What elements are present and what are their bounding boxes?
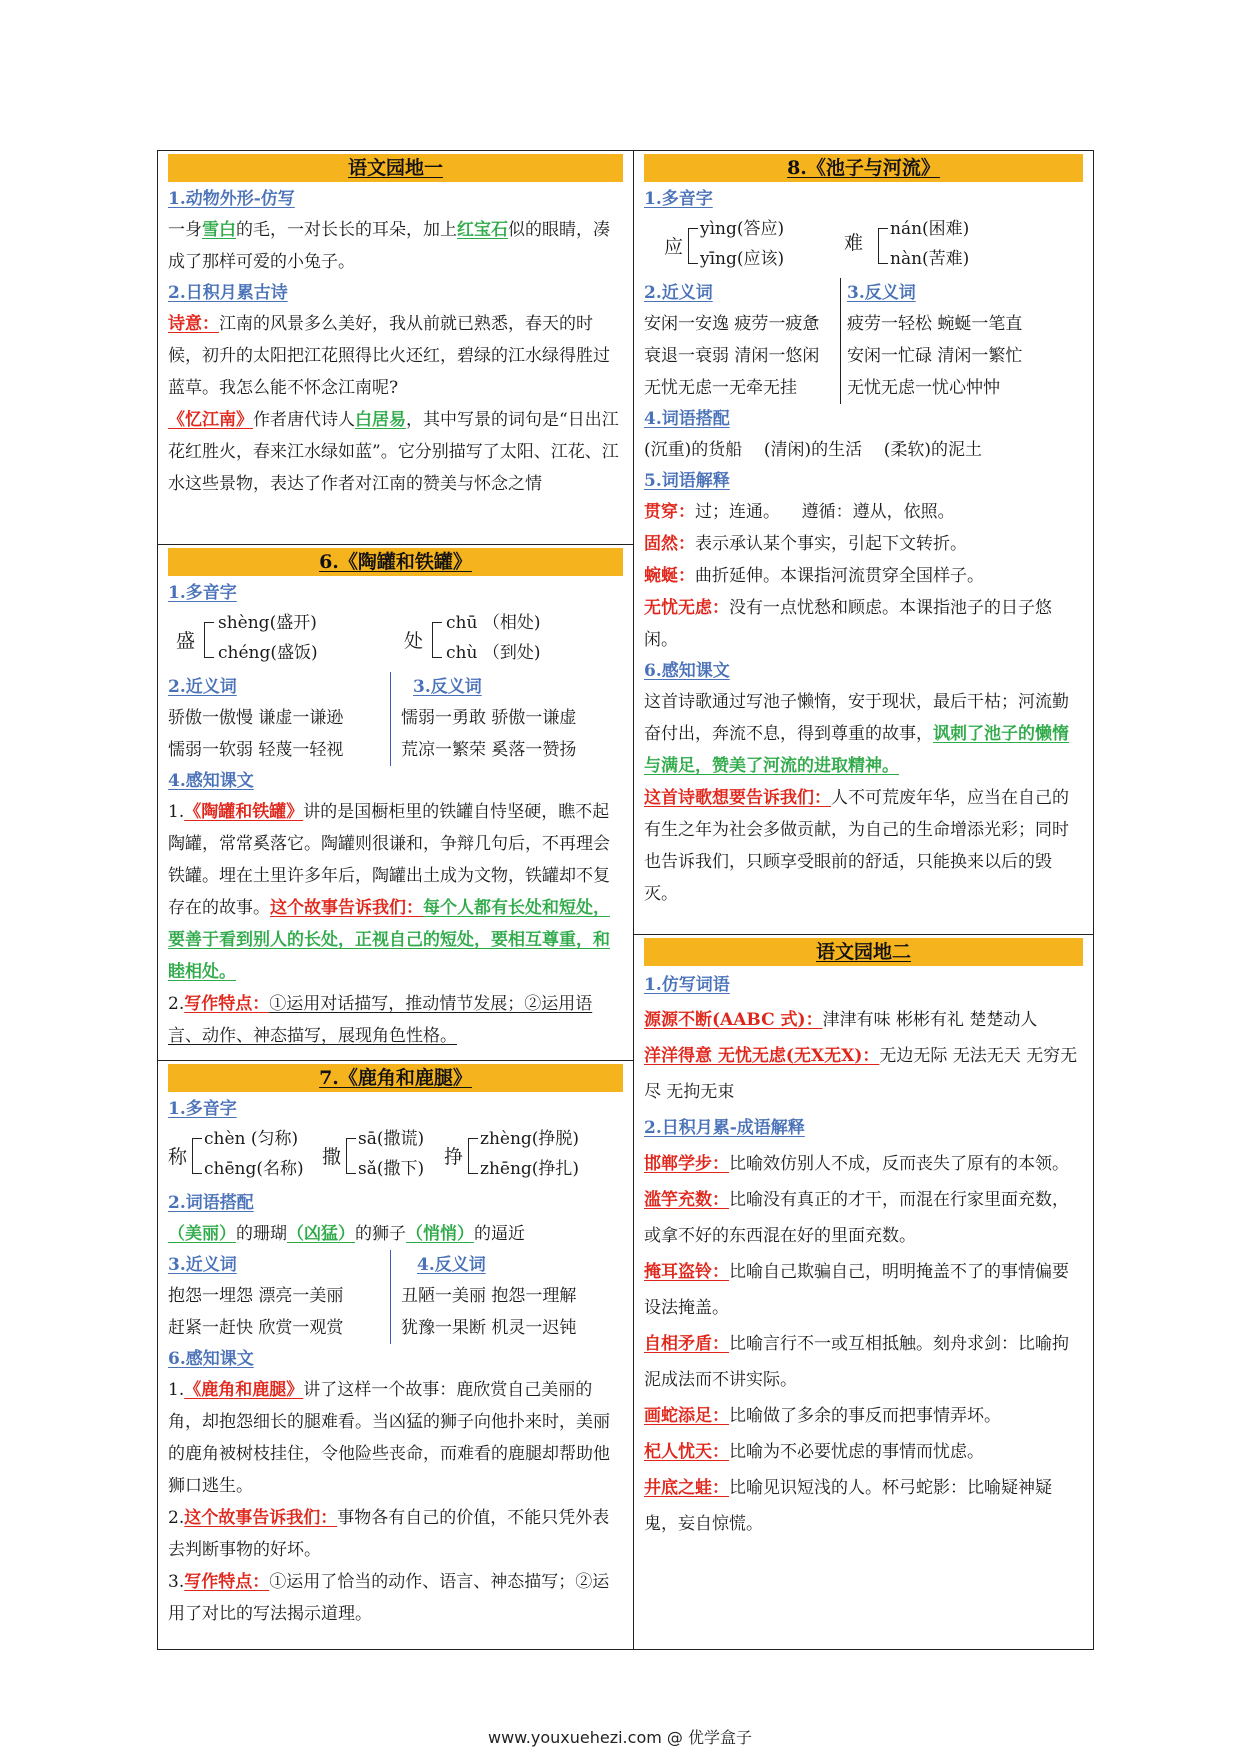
section-title: 语文园地一 [347,157,443,179]
text: 这首诗歌通过写池子懒惰，安于现状，最后干枯；河流勤奋付出，奔流不息，得到尊重的故事， [644,692,1069,744]
antonyms [390,1250,623,1344]
idiom-definition [644,1434,1083,1470]
text: 江南的风景多么美好，我从前就已熟悉，春天的时候，初升的太阳把江花照得比火还红，碧绿的江水绿得胜过蓝草。我怎么能不怀念江南呢? [168,314,610,398]
subheading: 3.反义词 [847,283,916,303]
synonym-line: 安闲一安逸 疲劳一疲惫 [644,314,820,334]
polyphone-char: 挣 [444,1146,464,1168]
text: 表示承认某个事实，引起下文转折。 [695,534,967,554]
reading: zhèng(挣脱) [480,1129,580,1149]
subheading: 6.感知课文 [168,1349,254,1369]
antonym-line: 丑陋一美丽 抱怨一理解 [401,1286,577,1306]
reading: zhēng(挣扎) [480,1159,580,1179]
reading: yīng(应该) [700,249,785,269]
collocation-line [168,1218,623,1250]
text: 比喻言行不一或互相抵触。刻舟求剑：比喻拘泥成法而不讲实际。 [644,1334,1069,1390]
antonym-line: 懦弱一勇敢 骄傲一谦虚 [401,708,577,728]
story-title: 《鹿角和鹿腿》 [184,1380,304,1400]
content-table [157,150,1094,1650]
antonyms [840,278,1083,404]
antonym-line: 疲劳一轻松 蜿蜒一笔直 [847,314,1023,334]
text: 曲折延伸。本课指河流贯穿全国样子。 [695,566,984,586]
section-title-band [644,938,1083,966]
footer-watermark: www.youxuehezi.com @ 优学盒子 [488,1728,752,1747]
definition [644,496,1083,528]
text: 没有一点忧愁和顾虑。本课指池子的日子悠闲。 [644,598,1052,650]
label: 写作特点： [184,1572,270,1592]
section-yuwen-yuandi-2 [634,934,1093,1654]
section-taoguan-tieguan [158,544,633,1060]
number: 3. [168,1572,185,1592]
subheading: 2.近义词 [644,283,713,303]
section-title: 语文园地二 [815,941,911,963]
text: 比喻见识短浅的人。杯弓蛇影：比喻疑神疑鬼，妄自惊慌。 [644,1478,1052,1534]
text: 讲了这样一个故事：鹿欣赏自己美丽的角，却抱怨细长的腿难看。当凶猛的狮子向他扑来时，美丽的鹿角被树枝挂住，令他险些丧命，而难看的鹿腿却帮助他狮口逃生。 [168,1380,610,1496]
text: 比喻做了多余的事反而把事情弄坏。 [729,1406,1001,1426]
paragraph [644,1002,1083,1038]
reading: chū （相处) [446,613,541,633]
definition [644,592,1083,656]
paragraph [168,214,623,278]
synonym-line: 赶紧一赶快 欣赏一观赏 [168,1318,344,1338]
highlight-word: 红宝石 [457,220,508,240]
bracket [204,622,214,658]
section-title-band [168,154,623,182]
text: 的狮子 [355,1224,406,1244]
term: 蜿蜒： [644,566,695,586]
subheading: 2.近义词 [168,677,237,697]
label: 这首诗歌想要告诉我们： [644,788,831,808]
reading: chù （到处) [446,643,541,663]
number: 2. [168,1508,185,1528]
text: 比喻效仿别人不成，反而丧失了原有的本领。 [729,1154,1069,1174]
synonym-line: 骄傲一傲慢 谦虚一谦逊 [168,708,344,728]
text: 作者唐代诗人 [253,410,355,430]
label: 诗意： [168,314,219,334]
bracket [192,1138,202,1174]
antonyms [390,672,623,766]
paragraph [168,1566,623,1630]
right-column [634,151,1093,1649]
subheading: 4.反义词 [417,1255,486,1275]
idiom: 邯郸学步： [644,1154,729,1174]
idiom-definition [644,1146,1083,1182]
text: 津津有味 彬彬有礼 楚楚动人 [822,1010,1038,1030]
definition [644,528,1083,560]
polyphone-char: 处 [404,630,424,652]
section-title: 7.《鹿角和鹿腿》 [319,1067,472,1089]
paragraph [168,1374,623,1502]
synonym-antonym-block [168,1250,623,1344]
reading: yìng(答应) [700,219,785,239]
left-column [158,151,634,1649]
synonyms [168,1250,390,1344]
text: 事物各有自己的价值，不能只凭外表去判断事物的好坏。 [168,1508,610,1560]
number: 1. [168,1380,185,1400]
polyphone-block [168,608,623,672]
subheading: 1.多音字 [168,1099,237,1119]
text: 的毛，一对长长的耳朵，加上 [236,220,457,240]
text: 的逼近 [474,1224,525,1244]
subheading: 1.多音字 [168,583,237,603]
idiom: 杞人忧天： [644,1442,729,1462]
antonym-line: 荒凉一繁荣 奚落一赞扬 [401,740,577,760]
synonym-antonym-block [644,278,1083,404]
paragraph [644,686,1083,782]
idiom-definition [644,1470,1083,1542]
idiom-definition [644,1326,1083,1398]
polyphone-char: 称 [168,1146,188,1168]
highlight-word: 雪白 [202,220,236,240]
label: 写作特点： [184,994,270,1014]
definition [644,560,1083,592]
text: 似的眼睛，凑成了那样可爱的小兔子。 [168,220,610,272]
section-chizi-heliu [634,154,1093,934]
idiom: 掩耳盗铃： [644,1262,729,1282]
reading: chéng(盛饭) [218,643,318,663]
reading: chēng(名称) [204,1159,304,1179]
subheading: 5.词语解释 [644,471,730,491]
subheading: 3.近义词 [168,1255,237,1275]
synonym-line: 衰退一衰弱 清闲一悠闲 [644,346,820,366]
idiom: 滥竽充数： [644,1190,729,1210]
polyphone-char: 难 [844,232,864,254]
text: ①运用对话描写，推动情节发展；②运用语言、动作、神态描写，展现角色性格。 [168,994,593,1046]
paragraph [168,796,623,988]
collocation-word: （美丽） [168,1224,236,1244]
term: 贯穿： [644,502,695,522]
bracket [346,1138,356,1174]
idiom: 自相矛盾： [644,1334,729,1354]
paragraph [168,1502,623,1566]
subheading: 1.仿写词语 [644,975,730,995]
label: 源源不断(AABC 式)： [644,1010,823,1030]
paragraph [644,1038,1083,1110]
paragraph [168,404,623,500]
story-title: 《陶罐和铁罐》 [184,802,304,822]
number: 1. [168,802,185,822]
poem-title: 《忆江南》 [168,410,253,430]
section-title-band [644,154,1083,182]
text: 遵循：遵从，依照。 [801,502,955,522]
poet-name: 白居易 [355,410,406,430]
idiom-definition [644,1182,1083,1254]
subheading: 6.感知课文 [644,661,730,681]
subheading: 4.词语搭配 [644,409,730,429]
bracket [468,1138,478,1174]
paragraph [168,988,623,1052]
reading: sǎ(撒下) [358,1159,425,1179]
theme: 讽刺了池子的懒惰与满足，赞美了河流的进取精神。 [644,724,1069,776]
synonym-line: 无忧无虑一无牵无挂 [644,378,797,398]
bracket [688,228,698,264]
collocation-line: (沉重)的货船 (清闲)的生活 (柔软)的泥土 [644,440,983,460]
subheading: 4.感知课文 [168,771,254,791]
text: ①运用了恰当的动作、语言、神态描写；②运用了对比的写法揭示道理。 [168,1572,610,1624]
label: 这个故事告诉我们： [184,1508,338,1528]
antonym-line: 安闲一忙碌 清闲一繁忙 [847,346,1023,366]
section-title-band [168,1064,623,1092]
collocation-word: （悄悄） [406,1224,474,1244]
bracket [878,228,888,264]
polyphone-char: 撒 [322,1146,342,1168]
label: 洋洋得意 无忧无虑(无X无X)： [644,1046,880,1066]
term: 固然： [644,534,695,554]
polyphone-block [168,1124,623,1188]
text: 比喻自己欺骗自己，明明掩盖不了的事情偏要设法掩盖。 [644,1262,1069,1318]
paragraph [168,308,623,404]
polyphone-block [644,214,1083,278]
text: 人不可荒废年华，应当在自己的有生之年为社会多做贡献，为自己的生命增添光彩；同时也告诉我们，只顾享受眼前的舒适，只能换来以后的毁灭。 [644,788,1069,904]
subheading: 1.动物外形-仿写 [168,189,295,209]
reading: nàn(苦难) [890,249,970,269]
text: 一身 [168,220,202,240]
term: 无忧无虑： [644,598,729,618]
antonym-line: 犹豫一果断 机灵一迟钝 [401,1318,577,1338]
section-title: 8.《池子与河流》 [787,157,940,179]
subheading: 2.日积月累-成语解释 [644,1118,805,1138]
text: 比喻没有真正的才干，而混在行家里面充数，或拿不好的东西混在好的里面充数。 [644,1190,1069,1246]
reading: shèng(盛开) [218,613,317,633]
polyphone-char: 应 [664,236,684,258]
bracket [432,622,442,658]
subheading: 3.反义词 [413,677,482,697]
section-lujiao-lutui [158,1060,633,1654]
synonym-antonym-block [168,672,623,766]
antonym-line: 无忧无虑一忧心忡忡 [847,378,1000,398]
subheading: 2.词语搭配 [168,1193,254,1213]
label: 这个故事告诉我们： [270,898,423,918]
reading: nán(困难) [890,219,970,239]
paragraph [644,782,1083,910]
text: 过；连通。 [695,502,802,522]
section-yuwen-yuandi-1 [158,154,633,544]
synonyms [168,672,390,766]
idiom: 画蛇添足： [644,1406,729,1426]
idiom-definition [644,1398,1083,1434]
text: 无边无际 无法无天 无穷无尽 无拘无束 [644,1046,1078,1102]
reading: sā(撒谎) [358,1129,425,1149]
polyphone-char: 盛 [176,630,196,652]
moral: 每个人都有长处和短处，要善于看到别人的长处，正视自己的短处，要相互尊重，和睦相处。 [168,898,610,982]
synonyms [644,278,840,404]
section-title: 6.《陶罐和铁罐》 [319,551,472,573]
number: 2. [168,994,185,1014]
section-title-band [168,548,623,576]
reading: chèn (匀称) [204,1129,299,1149]
idiom-definition [644,1254,1083,1326]
collocation-word: （凶猛） [287,1224,355,1244]
subheading: 1.多音字 [644,189,713,209]
subheading: 2.日积月累古诗 [168,283,288,303]
text: ，其中写景的词句是“日出江花红胜火，春来江水绿如蓝”。它分别描写了太阳、江花、江水这些景物，表达了作者对江南的赞美与怀念之情 [168,410,619,494]
synonym-line: 抱怨一埋怨 漂亮一美丽 [168,1286,344,1306]
synonym-line: 懦弱一软弱 轻蔑一轻视 [168,740,344,760]
text: 比喻为不必要忧虑的事情而忧虑。 [729,1442,984,1462]
text: 的珊瑚 [236,1224,287,1244]
text: 讲的是国橱柜里的铁罐自恃坚硬，瞧不起陶罐，常常奚落它。陶罐则很谦和，争辩几句后，不再理会铁罐。埋在土里许多年后，陶罐出土成为文物，铁罐却不复存在的故事。 [168,802,610,918]
idiom: 井底之蛙： [644,1478,729,1498]
